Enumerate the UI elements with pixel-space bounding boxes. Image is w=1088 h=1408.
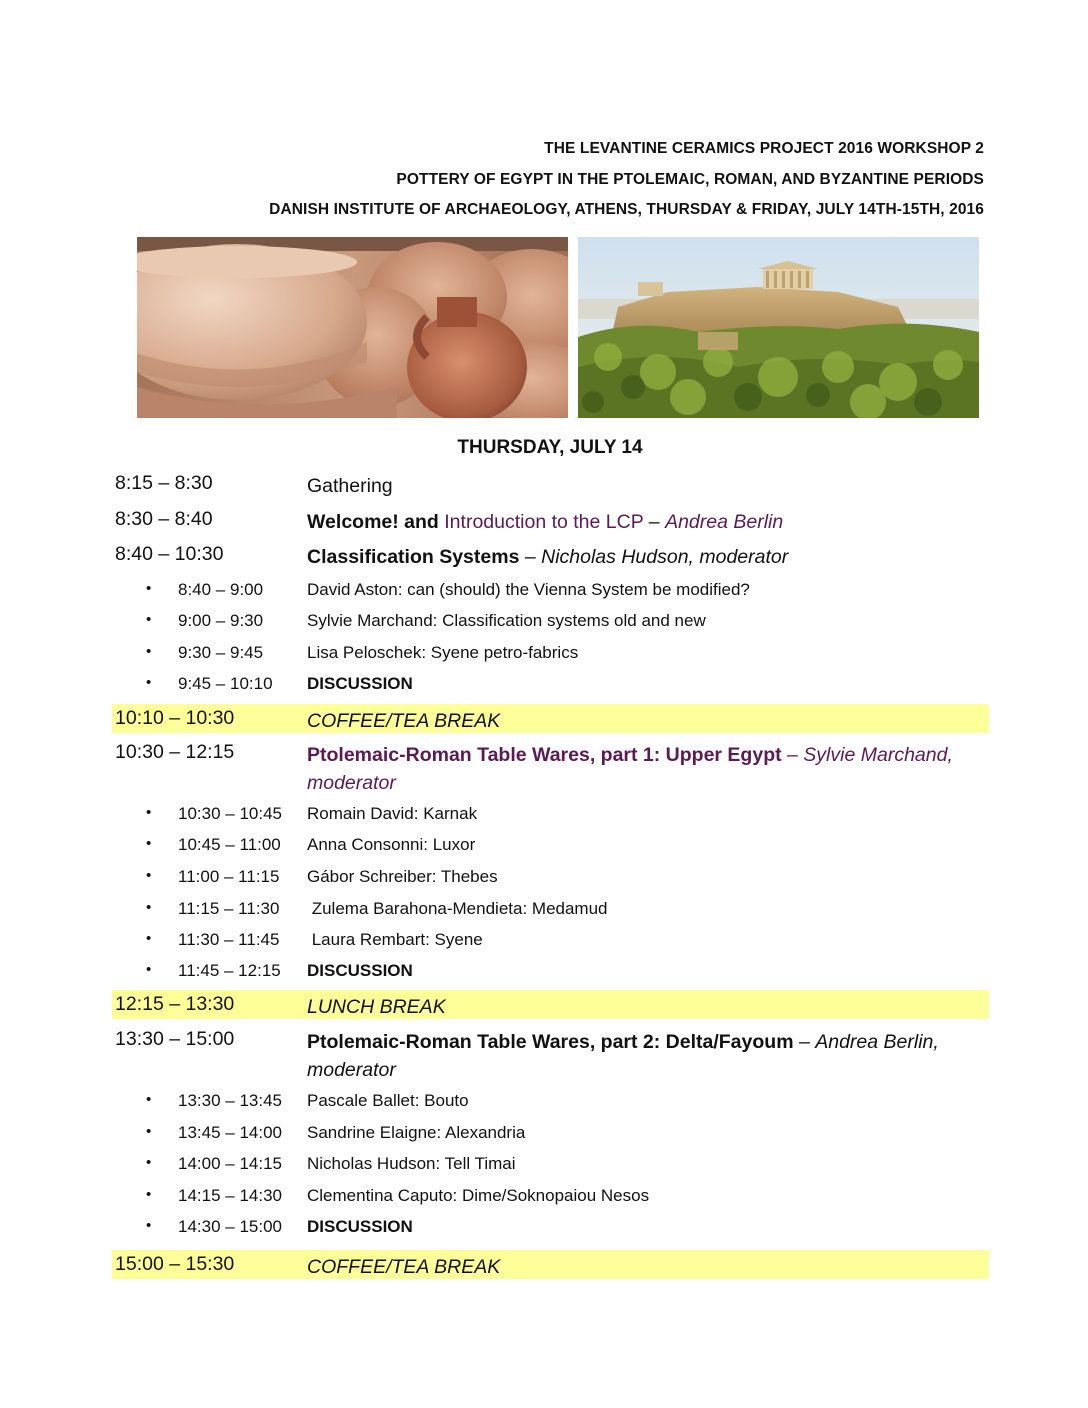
talk-time: 10:30 – 10:45 [178,804,282,823]
talk-time: 11:15 – 11:30 [178,899,280,918]
bullet-icon: • [146,961,152,978]
talk-title: DISCUSSION [307,1217,413,1236]
talk-time: 14:15 – 14:30 [178,1186,282,1205]
session-title [307,741,997,797]
talk-title: Anna Consonni: Luxor [307,835,476,854]
time-slot: 15:00 – 15:30 [115,1253,235,1275]
break-row [112,1250,989,1279]
bullet-icon: • [146,643,152,660]
time-slot: 10:10 – 10:30 [115,707,235,729]
session-name: Ptolemaic-Roman Table Wares, part 2: Delta/Fayoum [307,1031,794,1053]
workshop-title: THE LEVANTINE CERAMICS PROJECT 2016 WORKSHOP 2 [544,140,984,157]
break-row [112,990,989,1019]
talk-time: 11:45 – 12:15 [178,961,281,980]
talk-time: 13:30 – 13:45 [178,1091,282,1110]
session-title [307,508,997,536]
talk-title: Zulema Barahona-Mendieta: Medamud [307,899,608,918]
bullet-icon: • [146,835,152,852]
break-label: LUNCH BREAK [307,996,446,1018]
moderator: Nicholas Hudson, moderator [541,546,789,568]
break-row [112,704,989,733]
separator: – [793,1031,816,1053]
document-header [269,134,984,226]
time-slot: 8:15 – 8:30 [115,472,213,494]
talk-title: Lisa Peloschek: Syene petro-fabrics [307,643,579,662]
bullet-icon: • [146,1186,152,1203]
session-title: Gathering [307,475,393,497]
bullet-icon: • [146,804,152,821]
talk-title: Romain David: Karnak [307,804,478,823]
bullet-icon: • [146,674,152,691]
bullet-icon: • [146,1217,152,1234]
break-label: COFFEE/TEA BREAK [307,1256,501,1278]
bullet-icon: • [146,1154,152,1171]
time-slot: 13:30 – 15:00 [115,1028,235,1050]
talk-title: Nicholas Hudson: Tell Timai [307,1154,516,1173]
time-slot: 8:40 – 10:30 [115,543,224,565]
separator: – [643,511,666,533]
talk-time: 11:30 – 11:45 [178,930,280,949]
bullet-icon: • [146,867,152,884]
session-name: Ptolemaic-Roman Table Wares, part 1: Upper Egypt [307,744,782,766]
talk-title: Laura Rembart: Syene [307,930,483,949]
break-label: COFFEE/TEA BREAK [307,710,501,732]
welcome-text: Welcome! and [307,511,445,533]
talk-time: 9:00 – 9:30 [178,611,264,630]
bullet-icon: • [146,1123,152,1140]
time-slot: 10:30 – 12:15 [115,741,235,763]
workshop-venue-date: DANISH INSTITUTE OF ARCHAEOLOGY, ATHENS, THURSDAY & FRIDAY, JULY 14TH-15TH, 2016 [269,201,984,218]
talk-title: Gábor Schreiber: Thebes [307,867,498,886]
bullet-icon: • [146,1091,152,1108]
time-slot: 12:15 – 13:30 [115,993,235,1015]
day-title: THURSDAY, JULY 14 [457,437,643,458]
talk-time: 9:30 – 9:45 [178,643,264,662]
talk-time: 11:00 – 11:15 [178,867,280,886]
talk-title: Sandrine Elaigne: Alexandria [307,1123,526,1142]
bullet-icon: • [146,930,152,947]
pottery-photo [137,237,568,418]
separator: – [519,546,542,568]
talk-time: 14:30 – 15:00 [178,1217,282,1236]
intro-text: Introduction to the LCP [444,511,644,533]
talk-title: DISCUSSION [307,674,413,693]
talk-time: 10:45 – 11:00 [178,835,281,854]
talk-time: 13:45 – 14:00 [178,1123,282,1142]
moderator: Sylvie Marchand, moderator [307,744,953,794]
talk-title: Pascale Ballet: Bouto [307,1091,469,1110]
session-title [307,1028,997,1084]
talk-time: 14:00 – 14:15 [178,1154,282,1173]
talk-time: 8:40 – 9:00 [178,580,264,599]
talk-title: DISCUSSION [307,961,413,980]
session-title [307,543,997,571]
acropolis-photo [578,237,979,418]
talk-title: Clementina Caputo: Dime/Soknopaiou Nesos [307,1186,650,1205]
talk-time: 9:45 – 10:10 [178,674,273,693]
talk-title: David Aston: can (should) the Vienna System be modified? [307,580,750,599]
workshop-subtitle: POTTERY OF EGYPT IN THE PTOLEMAIC, ROMAN, AND BYZANTINE PERIODS [396,170,984,188]
talk-title: Sylvie Marchand: Classification systems old and new [307,611,706,630]
separator: – [781,744,804,766]
bullet-icon: • [146,899,152,916]
time-slot: 8:30 – 8:40 [115,508,213,530]
presenter: Andrea Berlin [665,511,784,533]
session-name: Classification Systems [307,546,520,568]
moderator: Andrea Berlin, moderator [307,1031,939,1081]
bullet-icon: • [146,611,152,628]
bullet-icon: • [146,580,152,597]
